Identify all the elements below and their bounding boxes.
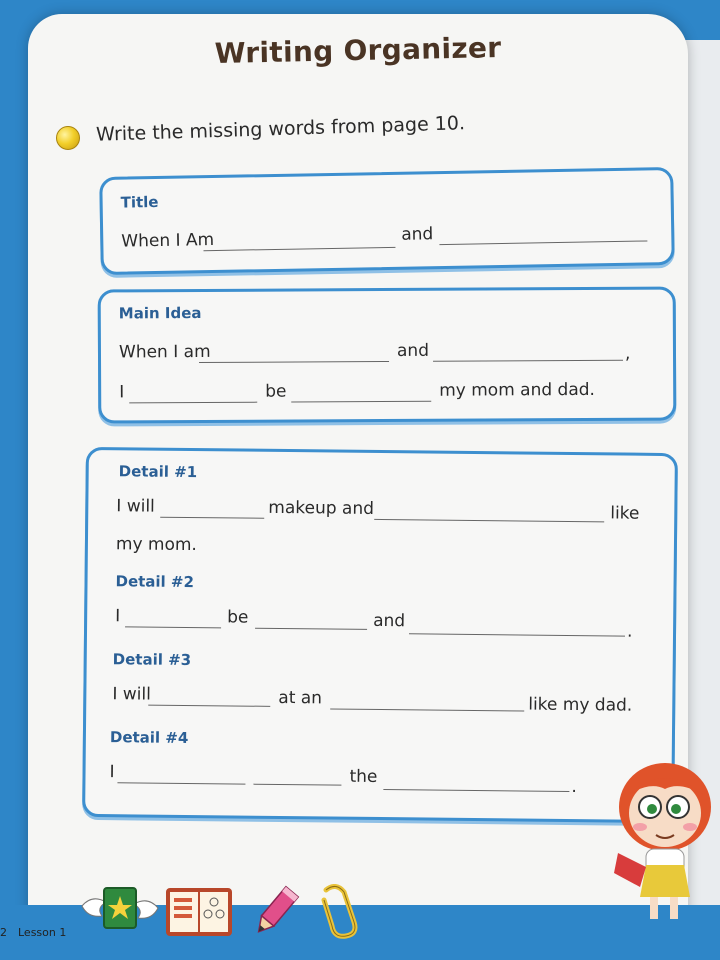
main-idea-text-be: be — [265, 381, 287, 402]
main-idea-text-and: and — [396, 340, 430, 361]
blank-detail-4b[interactable] — [253, 784, 341, 786]
detail-4-text-a: I — [109, 762, 115, 783]
blank-detail-4a[interactable] — [117, 782, 245, 784]
blank-detail-1a[interactable] — [160, 517, 264, 519]
main-idea-text-i: I — [119, 382, 125, 403]
details-box — [82, 447, 678, 823]
detail-3-text-a: I will — [112, 684, 151, 705]
open-notebook-icon — [164, 884, 234, 940]
detail-4-text-c: . — [571, 777, 577, 798]
main-idea-label: Main Idea — [118, 303, 202, 323]
worksheet-page — [28, 14, 688, 934]
blank-detail-1b[interactable] — [374, 519, 604, 522]
blank-detail-4c[interactable] — [383, 789, 569, 792]
main-idea-text-end: my mom and dad. — [439, 379, 595, 401]
detail-2-text-d: . — [626, 621, 633, 642]
blank-title-2[interactable] — [439, 240, 647, 245]
detail-2-text-b: be — [227, 607, 249, 628]
detail-1-text-c: like — [610, 503, 640, 524]
blank-detail-2b[interactable] — [255, 628, 367, 630]
detail-4-label: Detail #4 — [109, 728, 189, 747]
detail-3-text-c: like my dad. — [528, 694, 633, 716]
detail-1-label: Detail #1 — [118, 462, 198, 482]
winged-book-icon — [80, 878, 160, 938]
blank-main-2[interactable] — [433, 360, 623, 362]
blank-detail-3a[interactable] — [148, 705, 270, 707]
instruction-text: Write the missing words from page 10. — [95, 112, 466, 146]
detail-2-text-a: I — [115, 606, 121, 627]
paperclip-icon — [314, 884, 358, 940]
title-box — [99, 167, 675, 275]
detail-1-text-d: my mom. — [115, 534, 197, 556]
pencil-icon — [252, 884, 300, 938]
title-text-and: and — [401, 224, 434, 245]
main-idea-box — [98, 286, 677, 423]
title-text-start: When I Am — [121, 230, 215, 252]
blank-detail-2a[interactable] — [125, 626, 221, 628]
main-idea-text-start: When I am — [118, 341, 211, 363]
detail-3-label: Detail #3 — [112, 650, 192, 670]
blank-detail-3b[interactable] — [330, 708, 524, 711]
main-idea-comma: , — [624, 343, 631, 364]
blank-main-3[interactable] — [129, 402, 257, 404]
blank-detail-2c[interactable] — [409, 633, 625, 636]
lesson-label: Lesson 1 — [18, 926, 67, 939]
page-title: Writing Organizer — [214, 31, 502, 70]
detail-2-label: Detail #2 — [115, 572, 195, 592]
blank-main-1[interactable] — [199, 361, 389, 363]
girl-character-icon — [610, 755, 720, 925]
detail-4-text-b: the — [349, 766, 378, 787]
detail-3-text-b: at an — [278, 687, 323, 709]
page-number: 2 — [0, 926, 7, 939]
blank-title-1[interactable] — [203, 247, 395, 251]
bullet-dot-icon — [56, 126, 80, 150]
detail-1-text-a: I will — [116, 496, 155, 517]
title-label: Title — [120, 192, 159, 212]
blank-main-4[interactable] — [291, 401, 431, 403]
detail-2-text-c: and — [373, 610, 406, 632]
detail-1-text-b: makeup and — [268, 497, 375, 519]
